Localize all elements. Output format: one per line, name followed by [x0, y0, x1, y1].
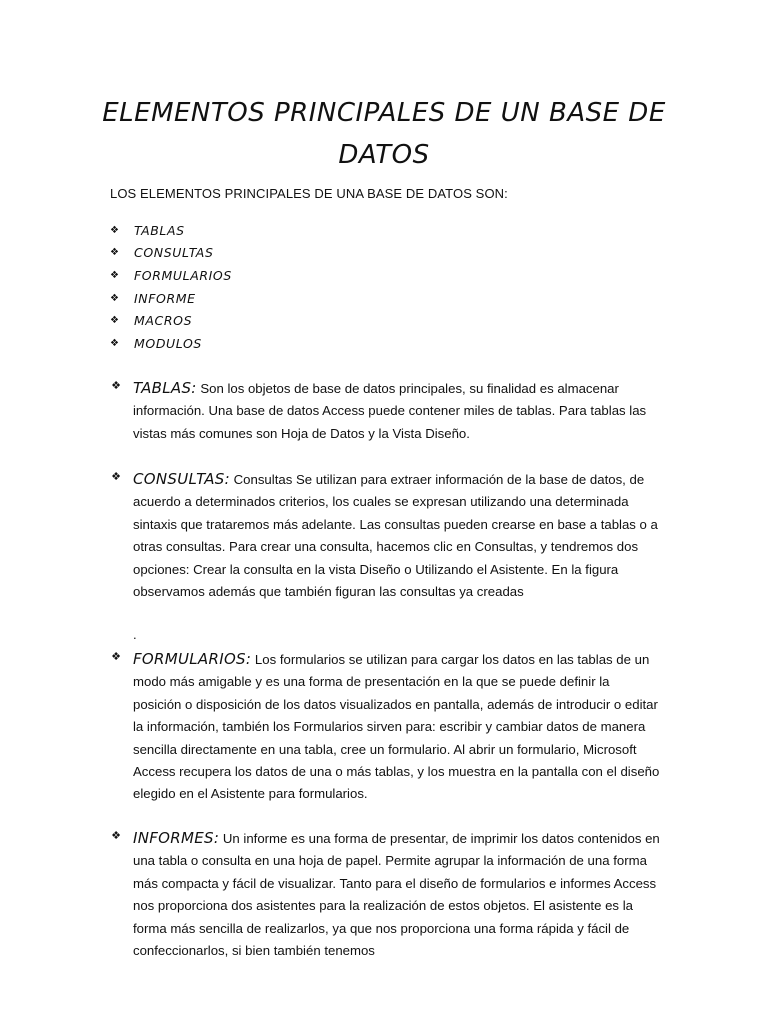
section-informes	[110, 827, 660, 962]
diamond-bullet-icon: ❖	[110, 224, 120, 236]
section-formularios	[110, 648, 660, 806]
diamond-bullet-icon: ❖	[111, 471, 121, 483]
list-item: ❖ FORMULARIOS	[110, 267, 232, 283]
diamond-bullet-icon: ❖	[110, 247, 120, 259]
section-heading: FORMULARIOS:	[133, 650, 252, 668]
diamond-bullet-icon: ❖	[111, 830, 121, 842]
diamond-bullet-icon: ❖	[110, 315, 120, 327]
section-paragraph	[133, 648, 660, 806]
elements-list	[110, 219, 232, 355]
separator-dot: .	[133, 627, 137, 642]
section-heading: CONSULTAS:	[133, 470, 230, 488]
list-item: ❖ TABLAS	[110, 222, 185, 238]
section-tablas	[110, 377, 660, 445]
list-item: ❖ MACROS	[110, 313, 193, 329]
section-paragraph	[133, 377, 660, 445]
section-text: Los formularios se utilizan para cargar los datos en las tablas de un modo más amigable y es una forma de presentación en la que se puede definir la posición o disposición de los datos visualizados en pantalla, además de introducir o editar la información, también los Formularios sirven para: escribir y cambiar datos de manera sencilla directamente en una tabla, cree un formulario. Al abrir un formulario, Microsoft Access recupera los datos de una o más tablas, y los muestra en la pantalla con el diseño elegido en el Asistente para formularios.	[133, 652, 660, 802]
intro-text: LOS ELEMENTOS PRINCIPALES DE UNA BASE DE DATOS SON:	[110, 186, 508, 201]
diamond-bullet-icon: ❖	[111, 651, 121, 663]
page-title: ELEMENTOS PRINCIPALES DE UN BASE DE DATOS	[102, 98, 666, 170]
section-consultas	[110, 468, 660, 603]
diamond-bullet-icon: ❖	[110, 337, 120, 349]
section-text: Un informe es una forma de presentar, de imprimir los datos contenidos en una tabla o consulta en una hoja de papel. Permite agrupar la información de una forma más compacta y fácil de visualizar. Tanto para el diseño de formularios e informes Access nos proporciona dos asistentes para la realización de estos objetos. El asistente es la forma más sencilla de realizarlos, ya que nos proporciona una forma rápida y fácil de confeccionarlos, si bien también tenemos	[133, 831, 660, 959]
diamond-bullet-icon: ❖	[110, 269, 120, 281]
diamond-bullet-icon: ❖	[110, 292, 120, 304]
section-heading: INFORMES:	[133, 829, 220, 847]
section-text: Son los objetos de base de datos principales, su finalidad es almacenar información. Una base de datos Access puede contener miles de tablas. Para tablas las vistas más comunes son Hoja de Datos y la Vista Diseño.	[133, 381, 647, 441]
section-text: Consultas Se utilizan para extraer información de la base de datos, de acuerdo a determinados criterios, los cuales se expresan utilizando una determinada sintaxis que trataremos más adelante. Las consultas pueden crearse en base a tablas o a otras consultas. Para crear una consulta, hacemos clic en Consultas, y tendremos dos opciones: Crear la consulta en la vista Diseño o Utilizando el Asistente. En la figura observamos además que también figuran las consultas ya creadas	[133, 472, 658, 600]
list-item: ❖ INFORME	[110, 290, 196, 306]
list-item: ❖ CONSULTAS	[110, 245, 214, 261]
section-heading: TABLAS:	[133, 379, 197, 397]
section-paragraph	[133, 827, 660, 962]
diamond-bullet-icon: ❖	[111, 380, 121, 392]
list-item: ❖ MODULOS	[110, 335, 202, 351]
section-paragraph	[133, 468, 660, 603]
